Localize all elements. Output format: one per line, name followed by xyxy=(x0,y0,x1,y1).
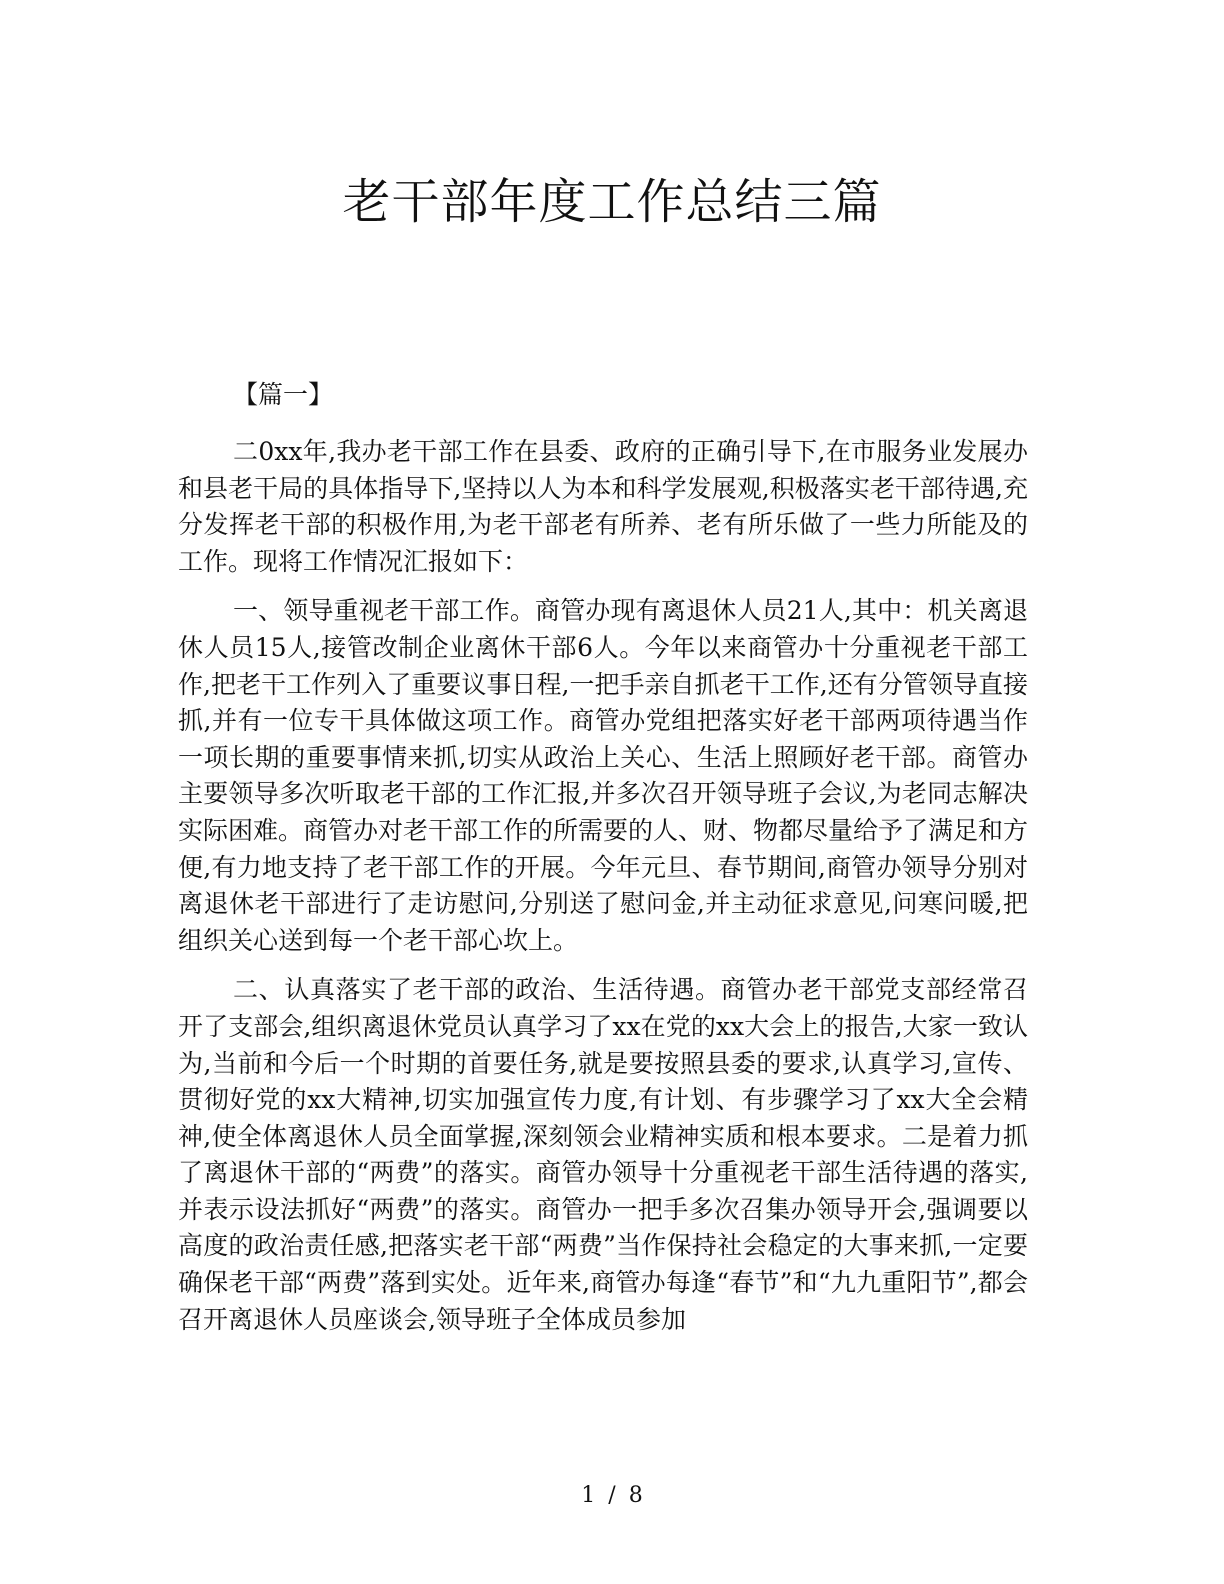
section-heading: 【篇一】 xyxy=(233,380,334,409)
paragraph-section-one: 一、领导重视老干部工作。商管办现有离退休人员21人,其中：机关离退休人员15人,接管改制企业离休干部6人。今年以来商管办十分重视老干部工作,把老干工作列入了重要议事日程,一把手亲自抓老干工作,还有分管领导直接抓,并有一位专干具体做这项工作。商管办党组把落实好老干部两项待遇当作一项长期的重要事情来抓,切实从政治上关心、生活上照顾好老干部。商管办主要领导多次听取老干部的工作汇报,并多次召开领导班子会议,为老同志解决实际困难。商管办对老干部工作的所需要的人、财、物都尽量给予了满足和方便,有力地支持了老干部工作的开展。今年元旦、春节期间,商管办领导分别对离退休老干部进行了走访慰问,分别送了慰问金,并主动征求意见,问寒问暖,把组织关心送到每一个老干部心坎上。 xyxy=(178,596,1029,955)
paragraph-section-two: 二、认真落实了老干部的政治、生活待遇。商管办老干部党支部经常召开了支部会,组织离退休党员认真学习了xx在党的xx大会上的报告,大家一致认为,当前和今后一个时期的首要任务,就是要按照县委的要求,认真学习,宣传、贯彻好党的xx大精神,切实加强宣传力度,有计划、有步骤学习了xx大全会精神,使全体离退休人员全面掌握,深刻领会业精神实质和根本要求。二是着力抓了离退休干部的“两费”的落实。商管办领导十分重视老干部生活待遇的落实,并表示设法抓好“两费”的落实。商管办一把手多次召集办领导开会,强调要以高度的政治责任感,把落实老干部“两费”当作保持社会稳定的大事来抓,一定要确保老干部“两费”落到实处。近年来,商管办每逢“春节”和“九九重阳节”,都会召开离退休人员座谈会,领导班子全体成员参加 xyxy=(178,975,1028,1334)
document-body xyxy=(178,434,1028,1351)
document-title: 老干部年度工作总结三篇 xyxy=(342,174,882,230)
paragraph-intro: 二0xx年,我办老干部工作在县委、政府的正确引导下,在市服务业发展办和县老干局的具体指导下,坚持以人为本和科学发展观,积极落实老干部待遇,充分发挥老干部的积极作用,为老干部老有所养、老有所乐做了一些力所能及的工作。现将工作情况汇报如下： xyxy=(178,437,1028,576)
page-number: 1 / 8 xyxy=(581,1483,643,1508)
